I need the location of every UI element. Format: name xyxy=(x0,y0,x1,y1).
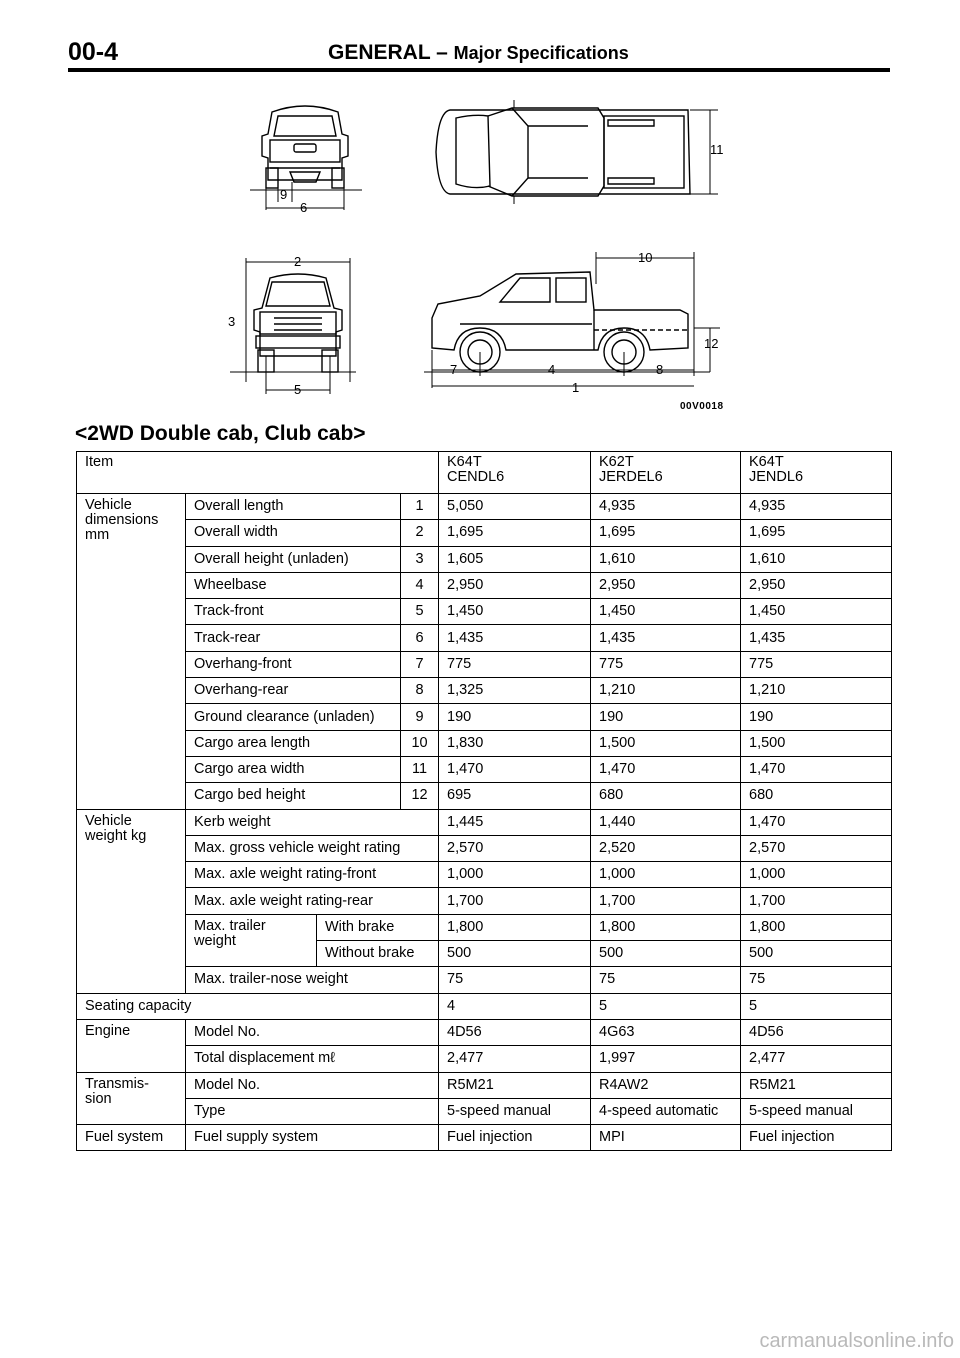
table-cell: 1,325 xyxy=(439,678,591,704)
table-cell: Total displacement mℓ xyxy=(186,1046,439,1072)
table-cell: 2,477 xyxy=(439,1046,591,1072)
table-cell: Overall width xyxy=(186,520,401,546)
table-cell: 1,450 xyxy=(439,599,591,625)
callout-7: 7 xyxy=(450,362,458,377)
table-cell: Model No. xyxy=(186,1072,439,1098)
rear-view-illustration xyxy=(250,98,370,218)
table-cell: 2,477 xyxy=(741,1046,892,1072)
section-heading: <2WD Double cab, Club cab> xyxy=(75,422,366,445)
model-col-1 xyxy=(439,452,591,494)
table-cell: 775 xyxy=(439,651,591,677)
table-cell: 680 xyxy=(741,783,892,809)
header-rule xyxy=(68,68,890,72)
table-cell: 500 xyxy=(439,941,591,967)
table-cell: 500 xyxy=(741,941,892,967)
table-cell: 1,000 xyxy=(439,862,591,888)
title-main: GENERAL – xyxy=(328,41,454,64)
table-row xyxy=(77,625,892,651)
side-view-illustration xyxy=(420,246,730,401)
trailer-weight-label: Max. trailer weight xyxy=(186,914,317,967)
table-cell: 4 xyxy=(439,993,591,1019)
table-cell: 2,950 xyxy=(439,572,591,598)
callout-12: 12 xyxy=(704,336,719,351)
table-cell: 5 xyxy=(591,993,741,1019)
table-row xyxy=(77,1019,892,1045)
table-row xyxy=(77,783,892,809)
table-cell: R4AW2 xyxy=(591,1072,741,1098)
table-cell: 1 xyxy=(401,494,439,520)
table-cell: 1,440 xyxy=(591,809,741,835)
table-cell: 775 xyxy=(591,651,741,677)
table-cell: Overhang-front xyxy=(186,651,401,677)
table-cell: 5-speed manual xyxy=(741,1098,892,1124)
table-row xyxy=(77,546,892,572)
table-cell: 5 xyxy=(741,993,892,1019)
table-cell: 1,435 xyxy=(741,625,892,651)
group-vehicle-weight: Vehicle weight kg xyxy=(77,809,186,993)
table-row xyxy=(77,1046,892,1072)
model-code: JENDL6 xyxy=(749,469,804,485)
table-cell: Fuel supply system xyxy=(186,1125,439,1151)
table-cell: Track-rear xyxy=(186,625,401,651)
table-cell: MPI xyxy=(591,1125,741,1151)
group-fuel: Fuel system xyxy=(77,1125,186,1151)
table-cell: 1,000 xyxy=(591,862,741,888)
table-cell: 1,210 xyxy=(741,678,892,704)
front-view-illustration xyxy=(226,252,376,402)
table-cell: 2,950 xyxy=(591,572,741,598)
table-cell: 1,470 xyxy=(741,809,892,835)
callout-4: 4 xyxy=(548,362,556,377)
page-header xyxy=(68,38,890,72)
table-row xyxy=(77,599,892,625)
table-cell: 7 xyxy=(401,651,439,677)
table-cell: 1,435 xyxy=(439,625,591,651)
model-code: CENDL6 xyxy=(447,469,505,485)
callout-1: 1 xyxy=(572,380,580,395)
table-cell: 4,935 xyxy=(741,494,892,520)
callout-6: 6 xyxy=(300,200,308,215)
table-cell: Overhang-rear xyxy=(186,678,401,704)
model-col-3 xyxy=(741,452,892,494)
table-cell: 1,700 xyxy=(741,888,892,914)
table-cell: 4,935 xyxy=(591,494,741,520)
table-cell: 1,610 xyxy=(741,546,892,572)
table-cell: 1,800 xyxy=(439,914,591,940)
table-cell: 3 xyxy=(401,546,439,572)
table-cell: 6 xyxy=(401,625,439,651)
table-cell: 1,500 xyxy=(741,730,892,756)
table-cell: Cargo area length xyxy=(186,730,401,756)
table-cell: 8 xyxy=(401,678,439,704)
table-cell: 1,000 xyxy=(741,862,892,888)
table-cell: 190 xyxy=(591,704,741,730)
table-row xyxy=(77,888,892,914)
table-cell: 775 xyxy=(741,651,892,677)
table-cell: 4-speed automatic xyxy=(591,1098,741,1124)
figure-code: 00V0018 xyxy=(680,401,724,412)
model-code: K62T xyxy=(599,454,634,470)
table-cell: Max. trailer-nose weight xyxy=(186,967,439,993)
table-cell: 1,695 xyxy=(439,520,591,546)
group-vehicle-dimensions: Vehicle dimensions mm xyxy=(77,494,186,810)
table-row xyxy=(77,678,892,704)
table-cell: 500 xyxy=(591,941,741,967)
table-row xyxy=(77,1072,892,1098)
table-row xyxy=(77,914,892,940)
model-code: JERDEL6 xyxy=(599,469,663,485)
table-cell: Kerb weight xyxy=(186,809,439,835)
table-cell: 1,445 xyxy=(439,809,591,835)
table-row xyxy=(77,809,892,835)
table-cell: 1,470 xyxy=(741,756,892,782)
table-cell: 1,800 xyxy=(591,914,741,940)
table-row xyxy=(77,1098,892,1124)
table-cell: 680 xyxy=(591,783,741,809)
table-cell: Overall height (unladen) xyxy=(186,546,401,572)
dimension-rows xyxy=(77,494,892,810)
page-number: 00-4 xyxy=(68,38,119,66)
table-cell: Fuel injection xyxy=(439,1125,591,1151)
table-cell: 1,695 xyxy=(741,520,892,546)
top-view-illustration xyxy=(428,96,728,206)
table-cell: R5M21 xyxy=(741,1072,892,1098)
table-cell: Cargo area width xyxy=(186,756,401,782)
table-cell: Track-front xyxy=(186,599,401,625)
table-row xyxy=(77,756,892,782)
table-cell: 9 xyxy=(401,704,439,730)
callout-2: 2 xyxy=(294,254,302,269)
table-row xyxy=(77,704,892,730)
table-cell: 1,210 xyxy=(591,678,741,704)
table-cell: 5,050 xyxy=(439,494,591,520)
table-row xyxy=(77,494,892,520)
table-cell: 75 xyxy=(591,967,741,993)
table-cell: 4D56 xyxy=(741,1019,892,1045)
table-cell: Type xyxy=(186,1098,439,1124)
table-cell: Wheelbase xyxy=(186,572,401,598)
table-cell: R5M21 xyxy=(439,1072,591,1098)
table-cell: 1,700 xyxy=(591,888,741,914)
table-row xyxy=(77,1125,892,1151)
table-row xyxy=(77,520,892,546)
table-cell: Fuel injection xyxy=(741,1125,892,1151)
table-row xyxy=(77,835,892,861)
table-cell: 1,470 xyxy=(591,756,741,782)
callout-3: 3 xyxy=(228,314,236,329)
table-row xyxy=(77,730,892,756)
table-cell: With brake xyxy=(317,914,439,940)
table-cell: 75 xyxy=(439,967,591,993)
table-cell: 1,450 xyxy=(591,599,741,625)
table-cell: Cargo bed height xyxy=(186,783,401,809)
table-cell: 11 xyxy=(401,756,439,782)
model-code: K64T xyxy=(749,454,784,470)
table-cell: 2,520 xyxy=(591,835,741,861)
spec-table xyxy=(76,451,892,1151)
item-header: Item xyxy=(77,452,439,494)
table-row xyxy=(77,862,892,888)
table-cell: 1,605 xyxy=(439,546,591,572)
table-cell: 75 xyxy=(741,967,892,993)
table-cell: 4 xyxy=(401,572,439,598)
table-cell: 2 xyxy=(401,520,439,546)
table-cell: 1,450 xyxy=(741,599,892,625)
table-cell: Model No. xyxy=(186,1019,439,1045)
table-cell: 190 xyxy=(439,704,591,730)
callout-11: 11 xyxy=(710,142,724,157)
table-cell: 12 xyxy=(401,783,439,809)
table-cell: Max. axle weight rating-rear xyxy=(186,888,439,914)
page-title xyxy=(328,41,629,65)
callout-8: 8 xyxy=(656,362,664,377)
table-row xyxy=(77,967,892,993)
model-col-2 xyxy=(591,452,741,494)
table-cell: 1,500 xyxy=(591,730,741,756)
table-cell: 1,830 xyxy=(439,730,591,756)
callout-9: 9 xyxy=(280,187,288,202)
table-cell: 1,470 xyxy=(439,756,591,782)
table-cell: 1,700 xyxy=(439,888,591,914)
table-cell: 1,435 xyxy=(591,625,741,651)
table-cell: Max. gross vehicle weight rating xyxy=(186,835,439,861)
table-row xyxy=(77,572,892,598)
callout-5: 5 xyxy=(294,382,302,397)
group-transmission: Transmis- sion xyxy=(77,1072,186,1125)
table-cell: Overall length xyxy=(186,494,401,520)
table-cell: 2,950 xyxy=(741,572,892,598)
table-cell: 2,570 xyxy=(439,835,591,861)
table-cell: 10 xyxy=(401,730,439,756)
table-cell: 190 xyxy=(741,704,892,730)
model-code: K64T xyxy=(447,454,482,470)
table-cell: 4D56 xyxy=(439,1019,591,1045)
table-cell: 4G63 xyxy=(591,1019,741,1045)
footer-watermark: carmanualsonline.info xyxy=(759,1330,954,1352)
table-cell: 1,610 xyxy=(591,546,741,572)
table-row xyxy=(77,993,892,1019)
table-cell: 1,997 xyxy=(591,1046,741,1072)
table-cell: Ground clearance (unladen) xyxy=(186,704,401,730)
table-cell: 2,570 xyxy=(741,835,892,861)
table-cell: 1,695 xyxy=(591,520,741,546)
table-cell: 1,800 xyxy=(741,914,892,940)
table-cell: Without brake xyxy=(317,941,439,967)
weight-rows xyxy=(77,809,892,993)
group-engine: Engine xyxy=(77,1019,186,1072)
table-cell: Max. axle weight rating-front xyxy=(186,862,439,888)
table-cell: 5 xyxy=(401,599,439,625)
group-seating: Seating capacity xyxy=(77,993,439,1019)
callout-10: 10 xyxy=(638,250,653,265)
title-sub: Major Specifications xyxy=(453,43,629,63)
header-row xyxy=(77,452,892,494)
table-cell: 5-speed manual xyxy=(439,1098,591,1124)
table-row xyxy=(77,651,892,677)
table-cell: 695 xyxy=(439,783,591,809)
